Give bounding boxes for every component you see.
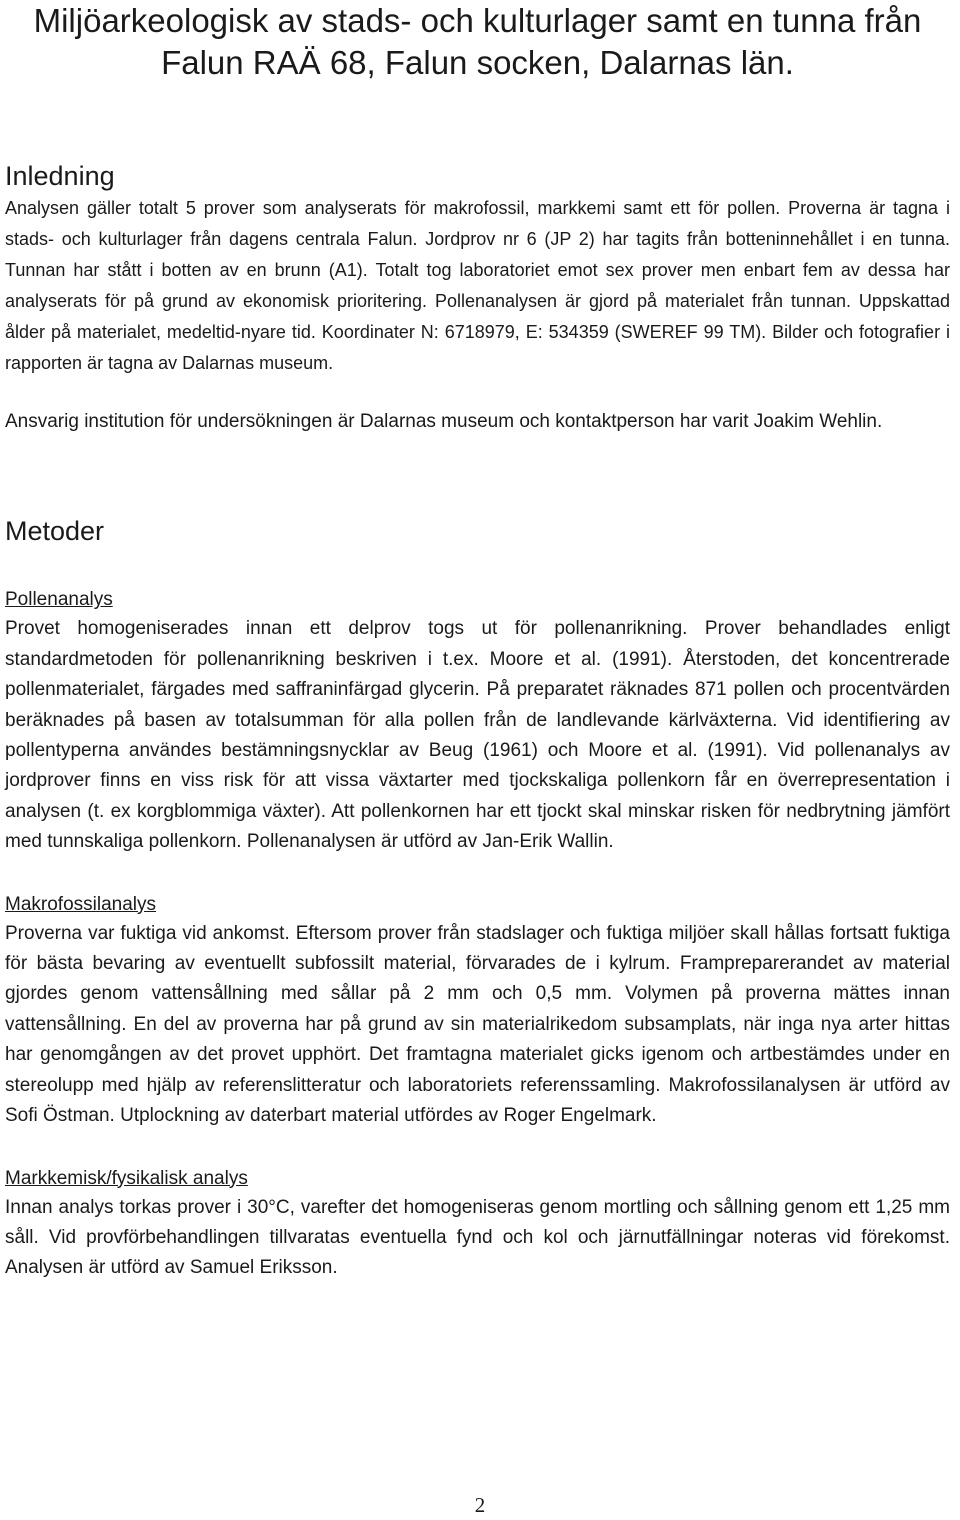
- paragraph-pollenanalys: Provet homogeniserades innan ett delprov togs ut för pollenanrikning. Prover behandlades enligt standardmetoden för pollenanrikning beskriven i t.ex. Moore et al. (1991). Återstoden, det koncentrerade pollenmaterialet, färgades med saffraninfärgad glycerin. På preparatet räknades 871 pollen och procentvärden beräknades på basen av totalsumman för alla pollen från de landlevande kärlväxterna. Vid identifiering av pollentyperna användes bestämningsnycklar av Beug (1961) och Moore et al. (1991). Vid pollenanalys av jordprover finns en viss risk för att vissa växtarter med tjockskaliga pollenkorn får en överrepresentation i analysen (t. ex korgblommiga växter). Att pollenkornen har ett tjockt skal minskar risken för nedbrytning jämfört med tunnskaliga pollenkorn. Pollenanalysen är utförd av Jan-Erik Wallin.: [5, 618, 950, 853]
- document-title: Miljöarkeologisk av stads- och kulturlager samt en tunna från Falun RAÄ 68, Falun socken, Dalarnas län.: [33, 2, 922, 81]
- page-number: 2: [474, 1493, 486, 1517]
- paragraph-ansvar: Ansvarig institution för undersökningen är Dalarnas museum och kontaktperson har varit Joakim Wehlin.: [5, 411, 883, 432]
- paragraph-makrofossilanalys: Proverna var fuktiga vid ankomst. Eftersom prover från stadslager och fuktiga miljöer skall hållas fortsatt fuktiga för bästa bevaring av eventuellt subfossilt material, förvarades de i kylrum. Frampreparerandet av material gjordes genom vattensållning med sållar på 2 mm och 0,5 mm. Volymen på proverna mättes innan vattensållning. En del av proverna har på grund av sin materialrikedom subsamplats, när inga nya arter hittas har genomgången av det provet upphört. Det framtagna materialet gicks igenom och artbestämdes under en stereolupp med hjälp av referenslitteratur och laboratoriets referenssamling. Makrofossilanalysen är utförd av Sofi Östman. Utplockning av daterbart material utfördes av Roger Engelmark.: [5, 922, 950, 1127]
- heading-inledning: Inledning: [5, 161, 115, 191]
- paragraph-markkemi: Innan analys torkas prover i 30°C, varefter det homogeniseras genom mortling och sållning genom ett 1,25 mm såll. Vid provförbehandlingen tillvaratas eventuella fynd och kol och järnutfällningar noteras vid förekomst. Analysen är utförd av Samuel Eriksson.: [5, 1196, 950, 1279]
- heading-markkemi: Markkemisk/fysikalisk analys: [5, 1167, 248, 1189]
- section-inledning: [5, 159, 950, 437]
- section-metoder: [5, 514, 950, 1283]
- document-page: [5, 0, 950, 1284]
- paragraph-inledning: Analysen gäller totalt 5 prover som analyserats för makrofossil, markkemi samt ett för pollen. Proverna är tagna i stads- och kulturlager från dagens centrala Falun. Jordprov nr 6 (JP 2) har tagits från botteninnehållet i en tunna. Tunnan har stått i botten av en brunn (A1). Totalt tog laboratoriet emot sex prover men enbart fem av dessa har analyserats för på grund av ekonomisk prioritering. Pollenanalysen är gjord på materialet från tunnan. Uppskattad ålder på materialet, medeltid-nyare tid. Koordinater N: 6718979, E: 534359 (SWEREF 99 TM). Bilder och fotografier i rapporten är tagna av Dalarnas museum.: [5, 198, 950, 373]
- heading-metoder: Metoder: [5, 516, 105, 547]
- heading-makrofossilanalys: Makrofossilanalys: [5, 893, 156, 915]
- heading-pollenanalys: Pollenanalys: [5, 589, 113, 611]
